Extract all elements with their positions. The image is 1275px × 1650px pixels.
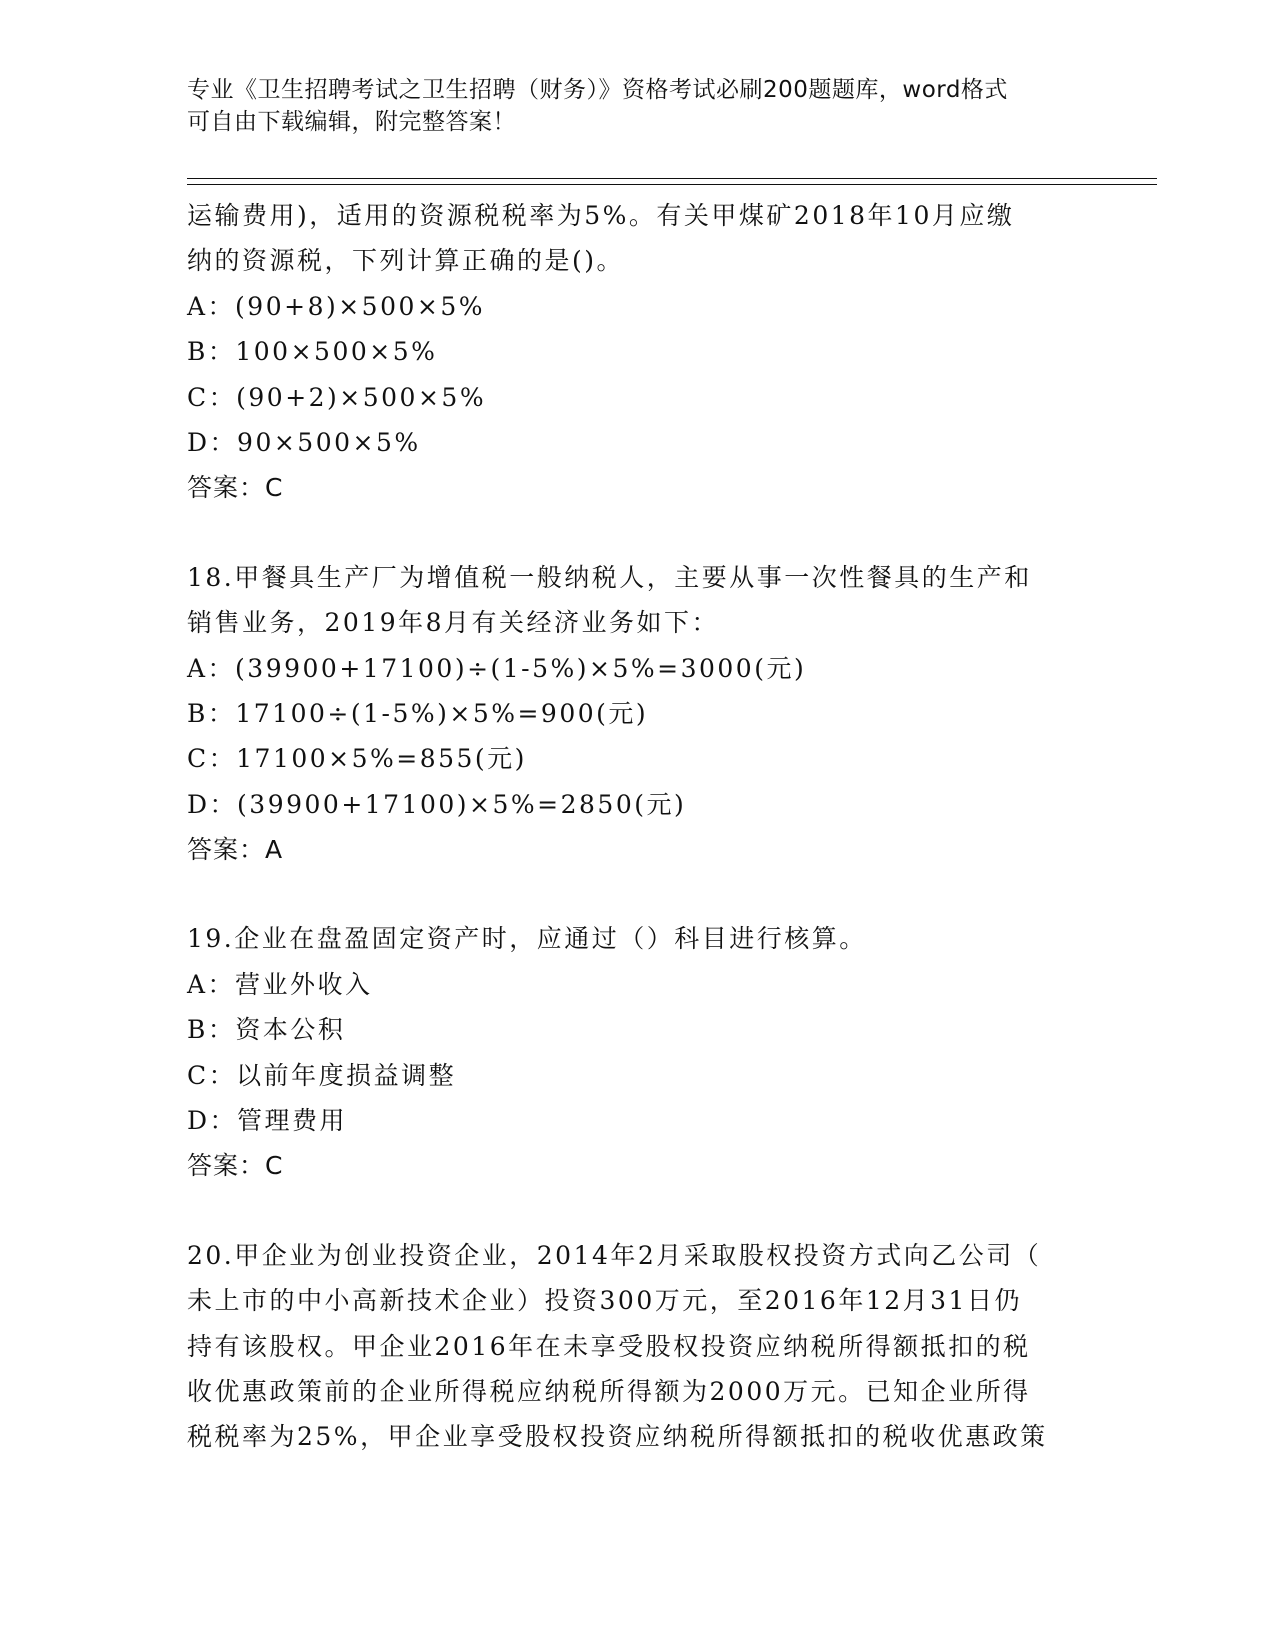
header-line-2: 可自由下载编辑，附完整答案！	[187, 109, 516, 135]
option-c: C：17100×5%=855(元)	[187, 744, 527, 774]
question-gap	[187, 1189, 1087, 1233]
question-stem-line: 19.企业在盘盈固定资产时，应通过（）科目进行核算。	[187, 924, 867, 954]
answer-line: 答案：C	[187, 1151, 284, 1181]
question-gap	[187, 872, 1087, 916]
question-20	[187, 1233, 1087, 1460]
header-rule-top	[187, 178, 1157, 179]
header-line-1: 专业《卫生招聘考试之卫生招聘（财务）》资格考试必刷200题题库，word格式	[187, 77, 1008, 103]
question-stem-line: 未上市的中小高新技术企业）投资300万元，至2016年12月31日仍	[187, 1286, 1022, 1316]
option-d: D：(39900+17100)×5%=2850(元)	[187, 789, 687, 819]
question-stem-line: 持有该股权。甲企业2016年在未享受股权投资应纳税所得额抵扣的税	[187, 1331, 1031, 1361]
page-header	[187, 74, 1087, 138]
option-c: C：以前年度损益调整	[187, 1060, 457, 1090]
question-stem-line: 20.甲企业为创业投资企业，2014年2月采取股权投资方式向乙公司（	[187, 1240, 1042, 1270]
option-c: C：(90+2)×500×5%	[187, 382, 487, 412]
question-stem-line: 运输费用)，适用的资源税税率为5%。有关甲煤矿2018年10月应缴	[187, 201, 1015, 230]
question-19	[187, 916, 1087, 1188]
answer-line: 答案：A	[187, 835, 284, 865]
question-stem-line: 18.甲餐具生产厂为增值税一般纳税人，主要从事一次性餐具的生产和	[187, 562, 1032, 592]
option-d: D：90×500×5%	[187, 427, 421, 457]
question-stem-line: 收优惠政策前的企业所得税应纳税所得额为2000万元。已知企业所得	[187, 1376, 1031, 1406]
header-rule-bottom	[187, 184, 1157, 185]
option-b: B：资本公积	[187, 1015, 346, 1045]
question-stem-line: 纳的资源税，下列计算正确的是()。	[187, 246, 625, 276]
question-stem-line: 税税率为25%，甲企业享受股权投资应纳税所得额抵扣的税收优惠政策	[187, 1422, 1048, 1452]
question-content	[187, 193, 1087, 1460]
question-stem-line: 销售业务，2019年8月有关经济业务如下：	[187, 608, 720, 638]
option-a: A：营业外收入	[187, 969, 373, 999]
question-17	[187, 193, 1087, 511]
option-a: A：(90+8)×500×5%	[187, 291, 485, 321]
question-gap	[187, 511, 1087, 555]
option-a: A：(39900+17100)÷(1-5%)×5%=3000(元)	[187, 653, 807, 683]
answer-line: 答案：C	[187, 473, 284, 503]
question-18	[187, 555, 1087, 873]
option-b: B：17100÷(1-5%)×5%=900(元)	[187, 698, 649, 728]
option-d: D：管理费用	[187, 1106, 348, 1136]
option-b: B：100×500×5%	[187, 337, 438, 367]
